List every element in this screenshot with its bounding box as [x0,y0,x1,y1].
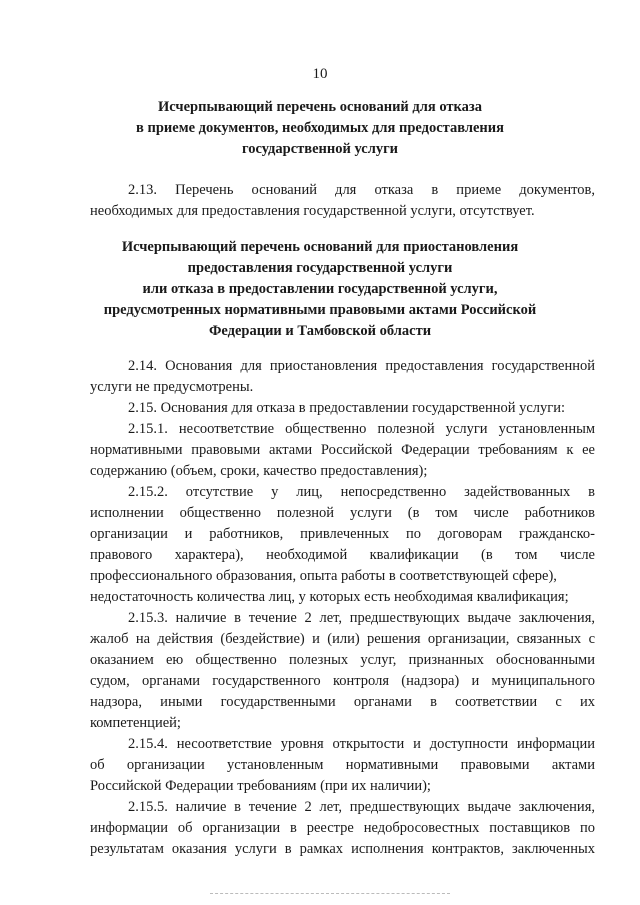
text-line: 2.15.2. отсутствие у лиц, непосредственно задействованных в [128,484,595,500]
text-line: 2.14. Основания для приостановления предоставления государственной [128,358,595,374]
text-line: жалоб на действия (бездействие) и (или) решения организации, связанных с [90,631,595,647]
heading-line: в приеме документов, необходимых для предоставления [136,120,504,136]
text-line: информации об организации в реестре недобросовестных поставщиков по [90,820,595,836]
paragraph-2-15-2 [90,482,595,608]
heading-line: предоставления государственной услуги [187,260,453,276]
text-line: Российской Федерации требованиям (при их наличии); [90,778,431,794]
heading-line: Исчерпывающий перечень оснований для отказа [158,99,482,115]
text-line: надзора, иными государственными органами в соответствии с их [90,694,595,710]
paragraph-2-15-3 [90,608,595,734]
text-line: об организации установленным нормативными правовыми актами [90,757,595,773]
paragraph-2-14 [90,356,595,398]
heading-line: предусмотренных нормативными правовыми актами Российской [103,302,537,318]
text-line: результатам оказания услуги в рамках исполнения контрактов, заключенных [90,841,595,857]
text-line: организации и работников, привлеченных по договорам гражданско- [90,526,595,542]
paragraph-2-15-4 [90,734,595,797]
text-line: 2.15.3. наличие в течение 2 лет, предшествующих выдаче заключения, [128,610,595,626]
text-line: компетенцией; [90,715,181,731]
page-number: 10 [312,66,328,82]
scan-artifact-line [210,893,450,902]
section-heading-refusal-documents [0,97,640,160]
text-line: 2.15.1. несоответствие общественно полезной услуги установленным [128,421,595,437]
text-line: 2.15. Основания для отказа в предоставлении государственной услуги: [128,400,566,416]
text-line: недостаточность количества лиц, у которых есть необходимая квалификация; [90,589,569,605]
text-line: нормативными правовыми актами Российской Федерации требованиям к ее [90,442,595,458]
heading-line: или отказа в предоставлении государственной услуги, [142,281,498,297]
text-line: содержанию (объем, сроки, качество предоставления); [90,463,428,479]
text-line: судом, органами государственного контроля (надзора) и муниципального [90,673,595,689]
text-line: профессионального образования, опыта работы в соответствующей сфере), [90,568,557,584]
heading-line: Исчерпывающий перечень оснований для приостановления [121,239,519,255]
heading-line: государственной услуги [241,141,399,157]
text-line: 2.13. Перечень оснований для отказа в приеме документов, [128,182,595,198]
text-line: исполнении общественно полезной услуги (в том числе работников [90,505,595,521]
text-line: необходимых для предоставления государственной услуги, отсутствует. [90,203,535,219]
paragraph-2-15 [90,398,595,419]
text-line: 2.15.4. несоответствие уровня открытости и доступности информации [128,736,595,752]
text-line: правового характера), необходимой квалификации (в том числе [90,547,595,563]
text-line: 2.15.5. наличие в течение 2 лет, предшествующих выдаче заключения, [128,799,595,815]
paragraph-2-15-5 [90,797,595,860]
heading-line: Федерации и Тамбовской области [208,323,432,339]
paragraph-2-13 [90,180,595,222]
text-line: оказанием ею общественно полезных услуг, признанных обоснованными [90,652,595,668]
paragraph-2-15-1 [90,419,595,482]
text-line: услуги не предусмотрены. [90,379,254,395]
section-heading-suspension-refusal [0,237,640,342]
